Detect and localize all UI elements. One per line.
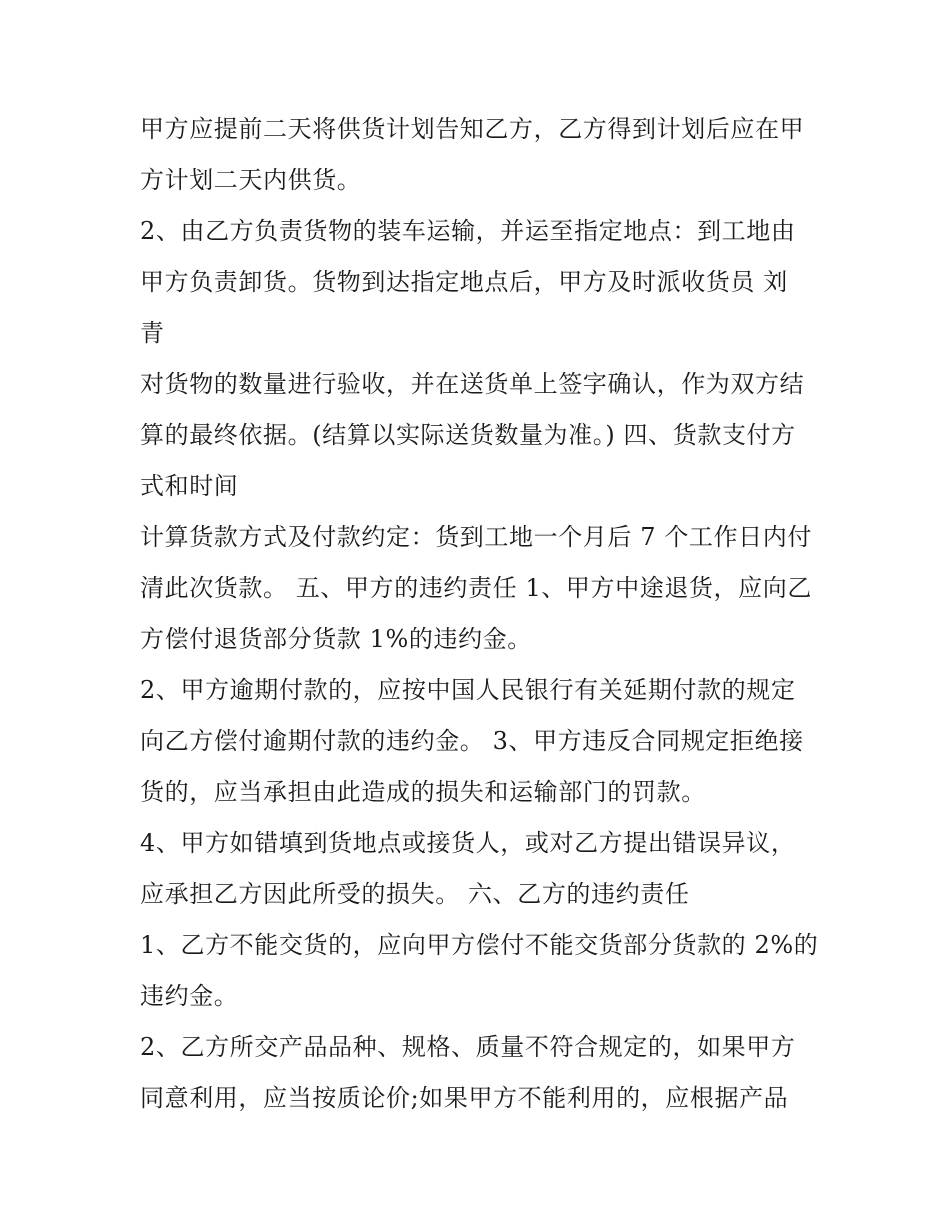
text-line: 向乙方偿付逾期付款的违约金。 3、甲方违反合同规定拒绝接 xyxy=(140,727,804,755)
text-line: 方偿付退货部分货款 1%的违约金。 xyxy=(140,625,532,653)
text-line: 对货物的数量进行验收，并在送货单上签字确认，作为双方结 xyxy=(140,370,805,398)
text-line: 应承担乙方因此所受的损失。 六、乙方的违约责任 xyxy=(140,880,690,908)
text-line: 甲方负责卸货。货物到达指定地点后，甲方及时派收货员 刘 xyxy=(140,268,788,296)
text-line: 甲方应提前二天将供货计划告知乙方，乙方得到计划后应在甲 xyxy=(140,115,805,143)
text-line: 2、由乙方负责货物的装车运输，并运至指定地点：到工地由 xyxy=(140,217,796,245)
text-line: 方计划二天内供货。 xyxy=(140,166,362,194)
text-line: 式和时间 xyxy=(140,472,239,500)
text-line: 计算货款方式及付款约定：货到工地一个月后 7 个工作日内付 xyxy=(140,523,812,551)
text-line: 算的最终依据。(结算以实际送货数量为准。) 四、货款支付方 xyxy=(140,421,796,449)
text-line: 青 xyxy=(140,319,165,347)
text-line: 同意利用，应当按质论价;如果甲方不能利用的，应根据产品 xyxy=(140,1084,789,1112)
text-line: 4、甲方如错填到货地点或接货人，或对乙方提出错误异议， xyxy=(140,829,796,857)
text-line: 货的，应当承担由此造成的损失和运输部门的罚款。 xyxy=(140,778,706,806)
text-line: 清此次货款。 五、甲方的违约责任 1、甲方中途退货，应向乙 xyxy=(140,574,812,602)
text-line: 2、乙方所交产品品种、规格、质量不符合规定的，如果甲方 xyxy=(140,1033,796,1061)
text-line: 违约金。 xyxy=(140,982,239,1010)
document-body xyxy=(140,104,830,1124)
text-line: 1、乙方不能交货的，应向甲方偿付不能交货部分货款的 2%的 xyxy=(140,931,819,959)
text-line: 2、甲方逾期付款的，应按中国人民银行有关延期付款的规定 xyxy=(140,676,796,704)
